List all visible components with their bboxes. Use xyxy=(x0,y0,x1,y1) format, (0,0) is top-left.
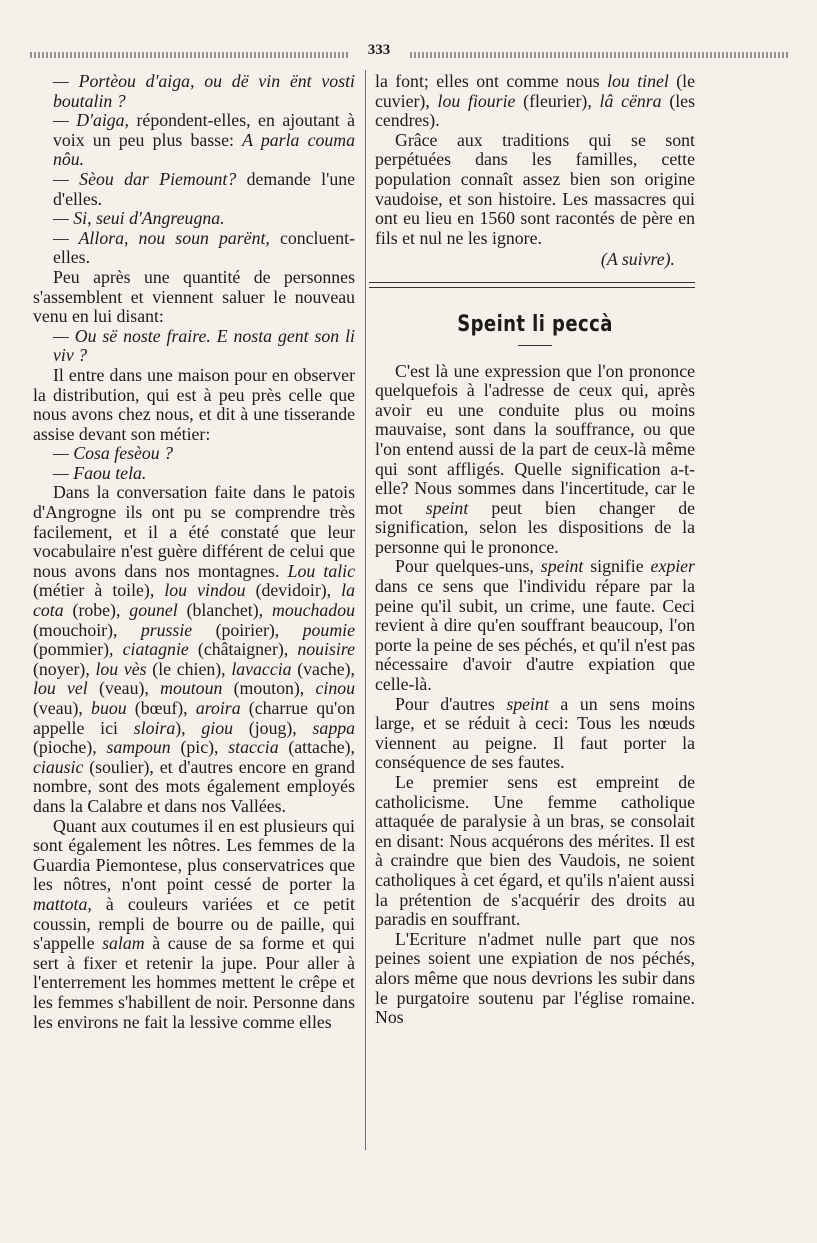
paragraph xyxy=(375,131,695,249)
text-run: répondent-elles, en ajoutant à voix un peu plus basse: xyxy=(53,110,355,150)
italic-text: la cota xyxy=(33,580,355,621)
italic-text: lou tinel xyxy=(607,71,669,91)
text-run: Peu après une quantité de personnes s'assemblent et viennent saluer le nouveau venu en lui disant: xyxy=(33,266,355,327)
text-run: (pommier), xyxy=(33,639,123,660)
italic-text: speint xyxy=(540,556,584,577)
text-run: (le cuvier), xyxy=(375,71,695,111)
italic-text: poumie xyxy=(302,619,355,640)
italic-text: — Si, seui d'Angreugna. xyxy=(53,208,225,229)
left-column xyxy=(33,72,355,1032)
text-run: L'Ecriture n'admet nulle part que nos peines soient une expiation de nos péchés, alors même que nous devrions les subir dans le purgatoire soutenu par l'église romaine. Nos xyxy=(375,928,695,1028)
paragraph xyxy=(375,72,695,131)
article-body xyxy=(375,362,695,1028)
paragraph xyxy=(375,362,695,558)
italic-text: gounel xyxy=(129,600,178,621)
italic-text: — Faou tela. xyxy=(53,462,147,483)
text-run: (noyer), xyxy=(33,658,96,679)
paragraph xyxy=(375,930,695,1028)
text-run: (blanchet), xyxy=(177,600,273,621)
text-run: (devidoir), xyxy=(245,580,342,601)
italic-text: ciatagnie xyxy=(122,639,189,660)
paragraph xyxy=(33,366,355,444)
to-be-continued: (A suivre). xyxy=(600,249,675,270)
text-run: (fleurier), xyxy=(515,90,600,111)
text-run: (le chien), xyxy=(146,658,232,679)
text-run: (les cendres). xyxy=(375,90,695,131)
italic-text: speint xyxy=(506,693,549,714)
paragraph xyxy=(375,557,695,694)
paragraph xyxy=(33,444,355,464)
text-run: Grâce aux traditions qui se sont perpétuées dans les familles, cette population connaît assez bien son origine vaudoise, et son histoire. Les massacres qui ont eu lieu en 1560 sont racontés de père en fils et nul ne les ignore. xyxy=(375,129,695,248)
text-run: (veau), xyxy=(33,698,92,718)
text-run: (métier à toile), xyxy=(33,580,165,601)
paragraph xyxy=(33,72,355,111)
text-run: signifie xyxy=(583,556,651,577)
italic-text: expier xyxy=(650,556,695,577)
italic-text: lâ cënra xyxy=(599,90,662,111)
column-divider xyxy=(365,70,366,1150)
italic-text: — Cosa fesèou ? xyxy=(53,443,174,464)
text-run: a un sens moins large, et se réduit à ceci: Tous les nœuds viennent au peigne. Il faut porter la conséquence de ses fautes. xyxy=(375,693,695,773)
text-run: demande l'une d'elles. xyxy=(53,168,355,209)
text-run: (vache), xyxy=(291,658,355,679)
italic-text: giou xyxy=(201,717,234,738)
italic-text: salam xyxy=(102,933,145,954)
italic-text: Lou talic xyxy=(287,560,355,581)
text-run: (pioche), xyxy=(33,737,107,758)
paragraph xyxy=(33,817,355,1033)
text-run: (pic), xyxy=(170,737,229,758)
text-run: à couleurs variées et ce petit coussin, rempli de bourre ou de paille, qui s'appelle xyxy=(33,893,355,954)
header-ornament-left xyxy=(30,52,348,58)
italic-text: lou fiourie xyxy=(437,90,516,111)
paragraph xyxy=(33,229,355,268)
text-run: concluent-elles. xyxy=(53,227,355,268)
continued-article xyxy=(375,72,695,248)
paragraph xyxy=(33,464,355,484)
italic-text: sappa xyxy=(312,717,355,738)
text-run: peut bien changer de signification, selon les dispositions de la personne qui le prononce. xyxy=(375,497,696,557)
italic-text: A parla couma nôu. xyxy=(53,129,356,170)
text-run: ), xyxy=(175,717,202,738)
italic-text: cinou xyxy=(315,678,356,699)
text-run: (poirier), xyxy=(192,619,303,640)
text-run: Il entre dans une maison pour en observer la distribution, qui est à peu près celle que nous avons chez nous, et dit à une tisserande assise devant son métier: xyxy=(33,364,355,444)
header-rule xyxy=(30,42,788,62)
italic-text: — Allora, nou soun parënt, xyxy=(53,227,270,248)
title-rule xyxy=(518,345,552,346)
paragraph xyxy=(33,327,355,366)
text-run: (attache), xyxy=(278,737,355,758)
italic-text: prussie xyxy=(140,619,193,640)
italic-text: mattota, xyxy=(33,893,92,914)
italic-text: lou vès xyxy=(95,658,147,679)
italic-text: staccia xyxy=(228,737,279,758)
italic-text: — Portèou d'aiga, ou dë vin ënt vosti boutalin ? xyxy=(53,71,355,111)
italic-text: ciausic xyxy=(33,756,84,777)
text-run: à cause de sa forme et qui sert à fixer et retenir la jupe. Pour aller à l'enterrement les hommes mettent le crêpe et les femmes s'habillent de noir. Personne dans les environs ne fait la lessive comme elles xyxy=(33,933,355,1032)
right-column xyxy=(375,72,695,1028)
paragraph xyxy=(375,773,695,930)
text-run: (bœuf), xyxy=(126,698,196,718)
text-run: (joug), xyxy=(233,717,313,738)
italic-text: lou vindou xyxy=(164,580,246,601)
header-ornament-right xyxy=(410,52,788,58)
italic-text: — Ou së noste fraire. E nosta gent son li viv ? xyxy=(53,325,355,366)
text-run: (mouton), xyxy=(222,678,316,699)
italic-text: sampoun xyxy=(106,737,171,758)
paragraph xyxy=(33,209,355,229)
text-run: (charrue qu'on appelle ici xyxy=(33,698,355,738)
text-run: Le premier sens est empreint de catholicisme. Une femme catholique attaquée de paralysie à un bras, se consolait en disant: Nous acquérons des mérites. Il est à craindre que bien des Vaudois, ne soient catholiques à cet égard, et qu'ils n'aient aussi la prétention de s'acquérir des droits au paradis en souffrant. xyxy=(375,772,695,930)
text-run: Pour quelques-uns, xyxy=(395,556,541,577)
text-run: Pour d'autres xyxy=(395,693,507,714)
text-run: (robe), xyxy=(63,600,130,621)
text-run: (châtaigner), xyxy=(188,639,298,660)
text-run: C'est là une expression que l'on prononce quelquefois à l'adresse de ceux qui, après avoir eu une conduite plus ou moins mauvaise, sont dans la souffrance, ou que l'on entend aussi de la part de ceux-là même qui sont affligés. Quelle signification a-t-elle? Nous sommes dans l'incertitude, car le mot xyxy=(375,360,695,518)
paragraph xyxy=(33,483,355,816)
text-run: Dans la conversation faite dans le patois d'Angrogne ils ont pu se comprendre très facilement, et il a été constaté que leur vocabulaire n'est guère différent de celui que nous avons dans nos montagnes. xyxy=(33,482,355,581)
paragraph xyxy=(33,170,355,209)
paragraph xyxy=(33,111,355,170)
paragraph xyxy=(33,268,355,327)
text-run: (mouchoir), xyxy=(33,619,141,640)
text-run: (soulier), et d'autres encore en grand nombre, sont des mots également employés dans la Calabre et dans nos Vallées. xyxy=(33,756,355,816)
italic-text: — Sèou dar Piemount? xyxy=(53,168,237,189)
italic-text: lou vel xyxy=(33,678,88,699)
italic-text: sloira xyxy=(133,717,176,738)
italic-text: mouchadou xyxy=(272,600,355,621)
page-number: 333 xyxy=(367,42,391,58)
text-run: dans ce sens que l'individu répare par la peine qu'il subit, un crime, une faute. Ceci revient à dire qu'en souffrant beaucoup, l'on porte la peine de ses péchés, et qu'il n'est pas nécessaire d'avoir d'autre expiation que celle-là. xyxy=(375,576,695,695)
italic-text: moutoun xyxy=(160,678,223,699)
text-run: (veau), xyxy=(87,678,161,699)
text-run: la font; elles ont comme nous xyxy=(375,71,608,91)
italic-text: — D'aiga, xyxy=(53,110,130,131)
italic-text: lavaccia xyxy=(231,658,292,679)
article-separator xyxy=(369,282,695,288)
italic-text: nouisire xyxy=(297,639,355,660)
text-run: Quant aux coutumes il en est plusieurs qui sont également les nôtres. Les femmes de la Guardia Piemontese, plus conservatrices que les nôtres, n'ont point cessé de porter la xyxy=(33,815,355,895)
italic-text: buou xyxy=(91,698,127,718)
article-title: Speint li peccà xyxy=(457,311,613,337)
italic-text: aroira xyxy=(195,698,241,718)
paragraph xyxy=(375,695,695,773)
italic-text: speint xyxy=(425,497,469,518)
